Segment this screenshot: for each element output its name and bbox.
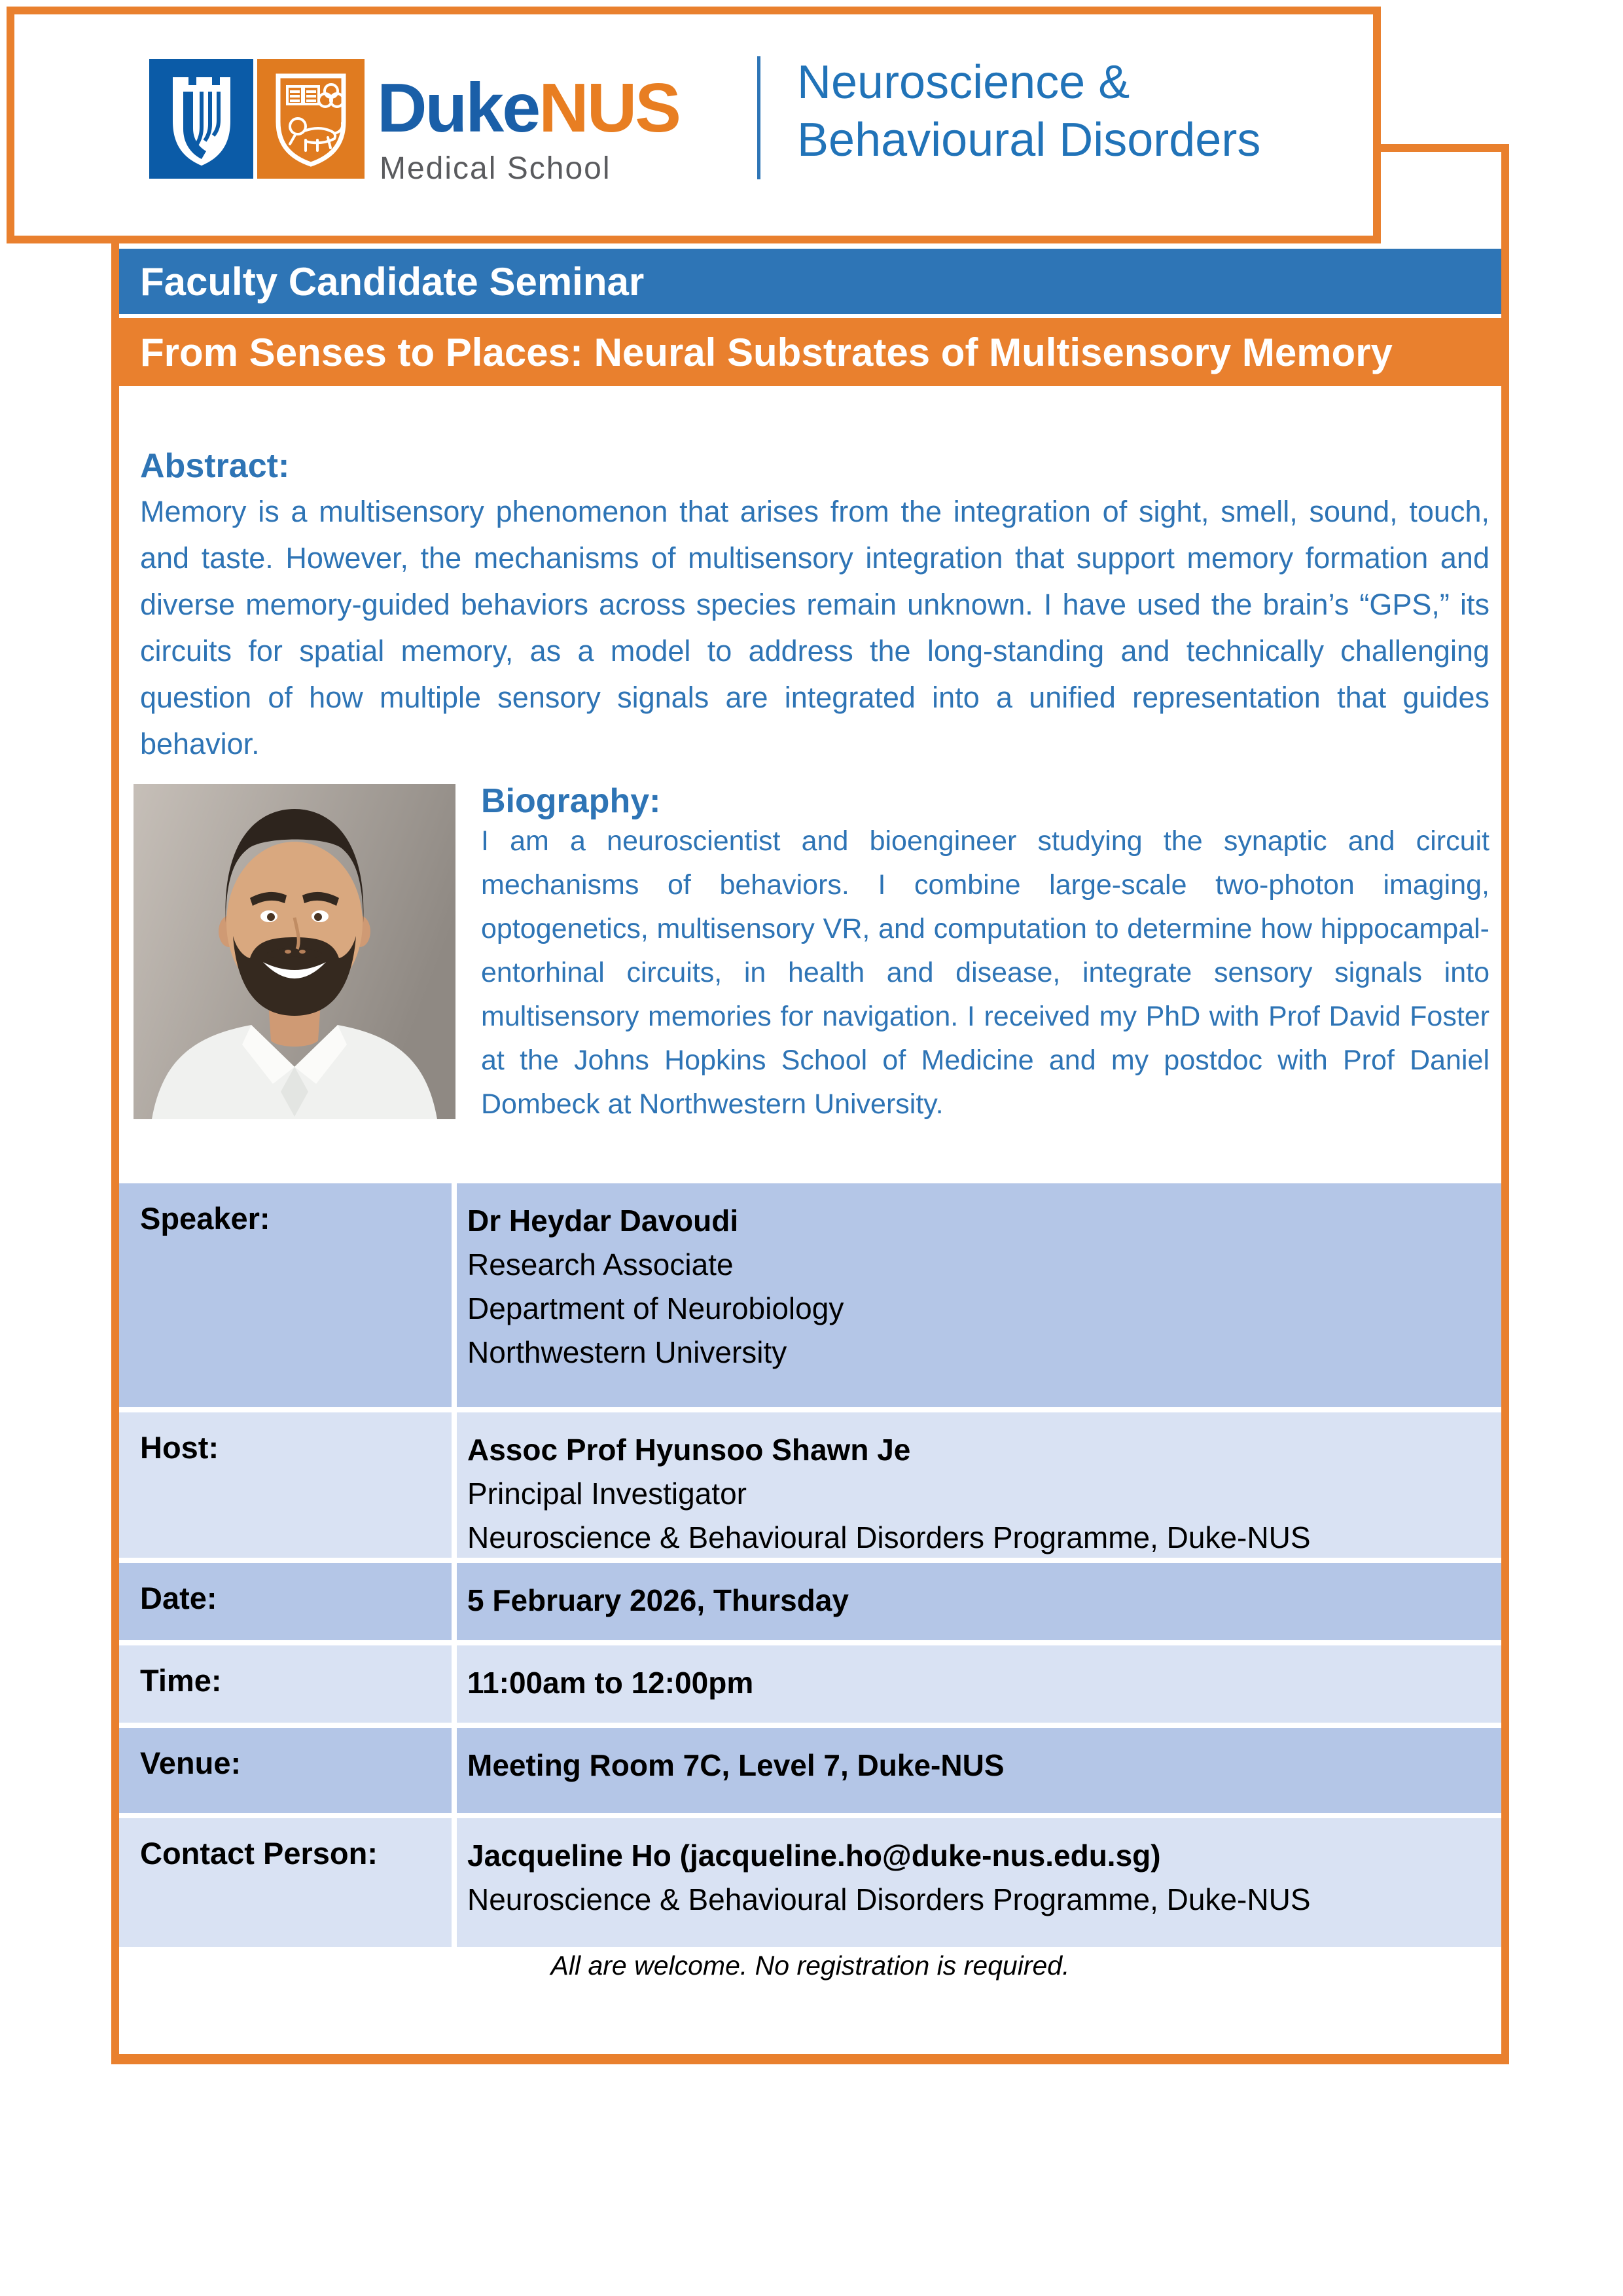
details-row-contactperson <box>119 1818 1501 1947</box>
programme-line2: Behavioural Disorders <box>797 114 1261 166</box>
detail-label: Date: <box>119 1563 452 1640</box>
abstract-heading: Abstract: <box>140 447 290 485</box>
nus-crest-logo <box>257 59 365 179</box>
column-divider <box>452 1818 457 1947</box>
detail-value-line: Research Associate <box>467 1247 734 1282</box>
detail-value <box>457 1563 1501 1640</box>
detail-value-line: Neuroscience & Behavioural Disorders Programme, Duke-NUS <box>467 1520 1311 1554</box>
details-table <box>119 1183 1501 1952</box>
detail-value-line: 5 February 2026, Thursday <box>467 1583 849 1617</box>
detail-label: Speaker: <box>119 1183 452 1407</box>
details-row-date <box>119 1563 1501 1640</box>
detail-label: Host: <box>119 1412 452 1558</box>
wordmark-school: Medical School <box>380 151 611 186</box>
detail-value-line: 11:00am to 12:00pm <box>467 1666 754 1700</box>
detail-value-line: Northwestern University <box>467 1335 787 1369</box>
detail-value-line: Dr Heydar Davoudi <box>467 1204 739 1238</box>
details-row-speaker <box>119 1183 1501 1407</box>
faculty-seminar-banner <box>119 249 1501 314</box>
dukenus-wordmark <box>377 69 679 147</box>
detail-value <box>457 1728 1501 1813</box>
column-divider <box>452 1563 457 1640</box>
programme-line1: Neuroscience & <box>797 56 1130 109</box>
programme-title <box>797 54 1260 169</box>
column-divider <box>452 1728 457 1813</box>
details-row-time <box>119 1645 1501 1723</box>
abstract-body: Memory is a multisensory phenomenon that arises from the integration of sight, smell, sound, touch, and taste. However, the mechanisms of multisensory integration that support memory formation and diverse memory-guided behaviors across species remain unknown. I have used the brain’s “GPS,” its circuits for spatial memory, as a model to address the long-standing and technically challenging question of how multiple sensory signals are integrated into a unified representation that guides behavior. <box>140 495 1489 761</box>
talk-title-banner <box>119 318 1501 386</box>
detail-value-line: Jacqueline Ho (jacqueline.ho@duke-nus.edu.sg) <box>467 1839 1161 1873</box>
main-content-box <box>111 144 1509 2064</box>
wordmark-nus: NUS <box>539 69 680 147</box>
logo-divider <box>757 56 760 179</box>
detail-value-line: Meeting Room 7C, Level 7, Duke-NUS <box>467 1748 1005 1782</box>
detail-value <box>457 1183 1501 1407</box>
detail-value-line: Neuroscience & Behavioural Disorders Programme, Duke-NUS <box>467 1882 1311 1916</box>
wordmark-duke: Duke <box>377 69 539 147</box>
details-row-venue <box>119 1728 1501 1813</box>
biography-body: I am a neuroscientist and bioengineer studying the synaptic and circuit mechanisms of behaviors. I combine large-scale two-photon imaging, optogenetics, multisensory VR, and computation to determine how hippocampal-entorhinal circuits, in health and disease, integrate sensory signals into multisensory memories for navigation. I received my PhD with Prof David Foster at the Johns Hopkins School of Medicine and my postdoc with Prof Daniel Dombeck at Northwestern University. <box>481 825 1489 1120</box>
column-divider <box>452 1412 457 1558</box>
biography-heading: Biography: <box>481 782 661 820</box>
seminar-type-label: Faculty Candidate Seminar <box>140 259 645 304</box>
detail-label: Contact Person: <box>119 1818 452 1947</box>
detail-value-line: Department of Neurobiology <box>467 1291 844 1325</box>
footer-note: All are welcome. No registration is required. <box>550 1950 1070 1981</box>
detail-value <box>457 1818 1501 1947</box>
details-row-host <box>119 1412 1501 1558</box>
detail-label: Time: <box>119 1645 452 1723</box>
talk-title-label: From Senses to Places: Neural Substrates of Multisensory Memory <box>140 330 1393 374</box>
detail-value-line: Principal Investigator <box>467 1477 747 1511</box>
header-logo-box <box>7 7 1381 243</box>
detail-value <box>457 1412 1501 1558</box>
column-divider <box>452 1645 457 1723</box>
duke-shield-logo <box>149 59 253 179</box>
detail-value <box>457 1645 1501 1723</box>
detail-value-line: Assoc Prof Hyunsoo Shawn Je <box>467 1433 911 1467</box>
speaker-photo <box>134 784 455 1119</box>
column-divider <box>452 1183 457 1407</box>
detail-label: Venue: <box>119 1728 452 1813</box>
